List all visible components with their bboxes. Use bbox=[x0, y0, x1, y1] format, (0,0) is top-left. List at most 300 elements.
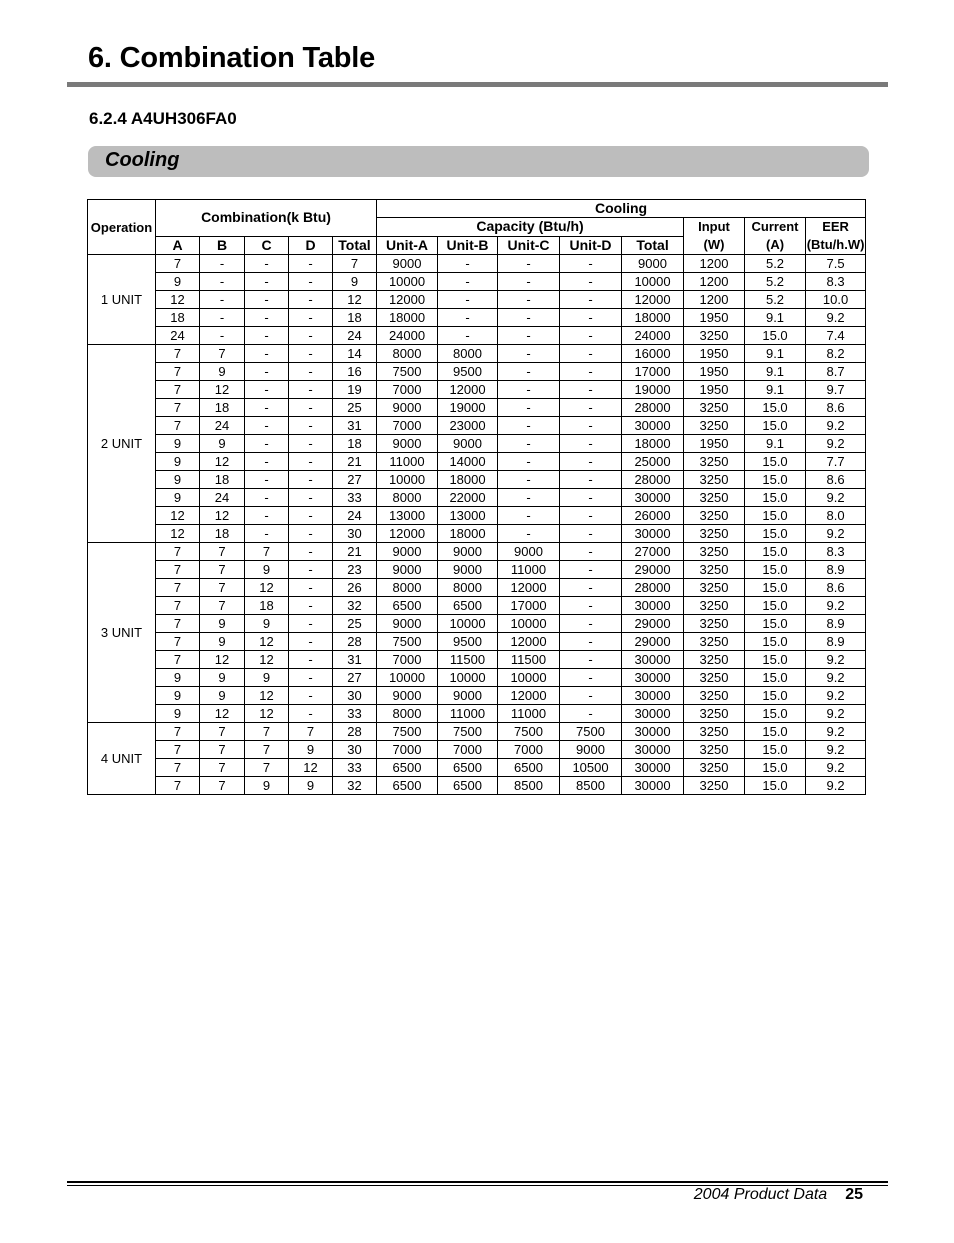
table-cell: - bbox=[560, 615, 622, 633]
table-cell: - bbox=[498, 363, 560, 381]
table-cell: 7 bbox=[200, 543, 245, 561]
table-row bbox=[88, 309, 866, 327]
table-cell: 7 bbox=[245, 741, 289, 759]
table-cell: 18000 bbox=[622, 435, 684, 453]
table-cell: 9 bbox=[200, 669, 245, 687]
table-cell: 1950 bbox=[684, 381, 745, 399]
table-cell: 24 bbox=[333, 507, 377, 525]
table-cell: 3250 bbox=[684, 687, 745, 705]
table-cell: 21 bbox=[333, 453, 377, 471]
table-cell: - bbox=[498, 525, 560, 543]
table-cell: 11000 bbox=[438, 705, 498, 723]
table-cell: 33 bbox=[333, 489, 377, 507]
table-cell: 3250 bbox=[684, 417, 745, 435]
table-row bbox=[88, 759, 866, 777]
table-cell: 30000 bbox=[622, 723, 684, 741]
cooling-band bbox=[88, 146, 869, 177]
table-cell: 9 bbox=[200, 615, 245, 633]
table-cell: - bbox=[560, 705, 622, 723]
table-cell: 5.2 bbox=[745, 273, 806, 291]
table-cell: 3250 bbox=[684, 723, 745, 741]
title-rule bbox=[67, 82, 888, 87]
table-cell: 9.2 bbox=[806, 435, 866, 453]
table-cell: - bbox=[560, 489, 622, 507]
table-cell: 7500 bbox=[377, 723, 438, 741]
table-row bbox=[88, 543, 866, 561]
table-cell: - bbox=[245, 525, 289, 543]
table-cell: - bbox=[560, 651, 622, 669]
input-header-unit: (W) bbox=[703, 237, 725, 252]
table-cell: - bbox=[289, 669, 333, 687]
table-row bbox=[88, 561, 866, 579]
table-cell: - bbox=[245, 309, 289, 327]
table-cell: - bbox=[289, 381, 333, 399]
table-row bbox=[88, 507, 866, 525]
table-row bbox=[88, 417, 866, 435]
table-cell: 30000 bbox=[622, 687, 684, 705]
table-cell: 27 bbox=[333, 471, 377, 489]
table-cell: 3250 bbox=[684, 633, 745, 651]
table-cell: - bbox=[245, 255, 289, 273]
operation-group-label: 3 UNIT bbox=[88, 543, 156, 723]
table-cell: 9000 bbox=[498, 543, 560, 561]
table-cell: 25 bbox=[333, 615, 377, 633]
table-cell: 12 bbox=[156, 525, 200, 543]
table-cell: 9 bbox=[333, 273, 377, 291]
table-cell: 7500 bbox=[560, 723, 622, 741]
table-cell: - bbox=[245, 435, 289, 453]
table-cell: 1950 bbox=[684, 435, 745, 453]
table-cell: 9 bbox=[289, 741, 333, 759]
table-cell: 7 bbox=[245, 723, 289, 741]
table-cell: 12000 bbox=[377, 525, 438, 543]
table-cell: - bbox=[560, 453, 622, 471]
table-cell: 7 bbox=[156, 399, 200, 417]
header-row-1 bbox=[88, 200, 866, 218]
table-cell: 15.0 bbox=[745, 543, 806, 561]
table-cell: 6500 bbox=[438, 597, 498, 615]
table-cell: - bbox=[200, 291, 245, 309]
operation-group-label: 4 UNIT bbox=[88, 723, 156, 795]
table-cell: 8.9 bbox=[806, 615, 866, 633]
col-header-c: C bbox=[245, 236, 289, 255]
table-cell: 5.2 bbox=[745, 255, 806, 273]
table-cell: 24 bbox=[200, 417, 245, 435]
table-cell: 24 bbox=[156, 327, 200, 345]
table-cell: 3250 bbox=[684, 327, 745, 345]
table-cell: 12000 bbox=[498, 687, 560, 705]
table-cell: - bbox=[289, 291, 333, 309]
table-cell: - bbox=[289, 615, 333, 633]
table-cell: 10000 bbox=[498, 615, 560, 633]
table-cell: - bbox=[560, 507, 622, 525]
table-cell: - bbox=[289, 435, 333, 453]
table-cell: 9 bbox=[156, 705, 200, 723]
table-cell: - bbox=[438, 291, 498, 309]
table-cell: 18 bbox=[156, 309, 200, 327]
table-cell: - bbox=[560, 291, 622, 309]
table-cell: 12 bbox=[156, 507, 200, 525]
table-cell: 7 bbox=[156, 723, 200, 741]
table-cell: 7 bbox=[200, 579, 245, 597]
table-cell: 12000 bbox=[377, 291, 438, 309]
table-cell: 10000 bbox=[438, 615, 498, 633]
table-cell: 9.2 bbox=[806, 597, 866, 615]
table-row bbox=[88, 669, 866, 687]
table-cell: 32 bbox=[333, 777, 377, 795]
table-cell: - bbox=[560, 633, 622, 651]
table-cell: 11500 bbox=[438, 651, 498, 669]
table-cell: 6500 bbox=[438, 777, 498, 795]
table-cell: 3250 bbox=[684, 525, 745, 543]
table-cell: 7000 bbox=[377, 741, 438, 759]
table-cell: 10000 bbox=[377, 669, 438, 687]
col-header-d: D bbox=[289, 236, 333, 255]
table-cell: 11500 bbox=[498, 651, 560, 669]
table-cell: 24 bbox=[333, 327, 377, 345]
table-cell: 12 bbox=[245, 651, 289, 669]
table-cell: 15.0 bbox=[745, 525, 806, 543]
table-cell: 30000 bbox=[622, 741, 684, 759]
table-cell: - bbox=[289, 273, 333, 291]
section-heading: 6.2.4 A4UH306FA0 bbox=[89, 109, 237, 128]
table-cell: 3250 bbox=[684, 507, 745, 525]
table-row bbox=[88, 291, 866, 309]
table-cell: - bbox=[560, 399, 622, 417]
table-cell: 1950 bbox=[684, 345, 745, 363]
table-cell: 1200 bbox=[684, 291, 745, 309]
table-cell: 8000 bbox=[438, 579, 498, 597]
table-row bbox=[88, 399, 866, 417]
table-cell: 7.7 bbox=[806, 453, 866, 471]
table-cell: 12 bbox=[289, 759, 333, 777]
table-cell: 30000 bbox=[622, 705, 684, 723]
table-cell: 12000 bbox=[498, 579, 560, 597]
table-cell: 7500 bbox=[377, 363, 438, 381]
current-header-label: Current bbox=[751, 219, 799, 234]
table-row bbox=[88, 273, 866, 291]
table-cell: 6500 bbox=[438, 759, 498, 777]
table-cell: 26 bbox=[333, 579, 377, 597]
table-cell: 9000 bbox=[438, 543, 498, 561]
table-cell: 10000 bbox=[498, 669, 560, 687]
table-cell: - bbox=[498, 453, 560, 471]
table-cell: 9000 bbox=[438, 687, 498, 705]
table-cell: 18000 bbox=[438, 525, 498, 543]
table-cell: 6500 bbox=[498, 759, 560, 777]
table-cell: 18 bbox=[245, 597, 289, 615]
table-cell: - bbox=[438, 255, 498, 273]
table-cell: - bbox=[245, 291, 289, 309]
table-cell: - bbox=[245, 489, 289, 507]
table-cell: 12 bbox=[245, 687, 289, 705]
table-cell: - bbox=[289, 309, 333, 327]
table-cell: 12000 bbox=[438, 381, 498, 399]
table-cell: 17000 bbox=[622, 363, 684, 381]
table-cell: 1950 bbox=[684, 309, 745, 327]
table-cell: 13000 bbox=[438, 507, 498, 525]
table-cell: 28 bbox=[333, 633, 377, 651]
table-cell: 9 bbox=[245, 777, 289, 795]
table-cell: 3250 bbox=[684, 471, 745, 489]
table-cell: - bbox=[498, 273, 560, 291]
table-cell: 18 bbox=[333, 309, 377, 327]
table-cell: 17000 bbox=[498, 597, 560, 615]
table-cell: 1950 bbox=[684, 363, 745, 381]
table-cell: - bbox=[289, 561, 333, 579]
table-cell: - bbox=[289, 705, 333, 723]
table-cell: 7 bbox=[245, 759, 289, 777]
table-cell: 12 bbox=[245, 633, 289, 651]
col-header-a: A bbox=[156, 236, 200, 255]
table-cell: 9.1 bbox=[745, 435, 806, 453]
table-cell: 24000 bbox=[377, 327, 438, 345]
table-cell: 9000 bbox=[560, 741, 622, 759]
table-cell: 12 bbox=[200, 453, 245, 471]
table-cell: 28000 bbox=[622, 579, 684, 597]
table-cell: - bbox=[560, 327, 622, 345]
col-header-unit-c: Unit-C bbox=[498, 236, 560, 255]
table-row bbox=[88, 579, 866, 597]
table-cell: 9.1 bbox=[745, 345, 806, 363]
table-row bbox=[88, 741, 866, 759]
table-cell: 7 bbox=[156, 255, 200, 273]
table-cell: 12 bbox=[333, 291, 377, 309]
table-cell: 10500 bbox=[560, 759, 622, 777]
table-cell: - bbox=[245, 399, 289, 417]
table-cell: 31 bbox=[333, 651, 377, 669]
table-cell: - bbox=[560, 561, 622, 579]
table-cell: 15.0 bbox=[745, 471, 806, 489]
table-cell: - bbox=[560, 597, 622, 615]
table-cell: 3250 bbox=[684, 579, 745, 597]
table-cell: 10000 bbox=[377, 471, 438, 489]
input-header-label: Input bbox=[698, 219, 730, 234]
table-cell: 15.0 bbox=[745, 741, 806, 759]
table-cell: - bbox=[498, 291, 560, 309]
table-cell: 28000 bbox=[622, 399, 684, 417]
table-cell: 9000 bbox=[377, 615, 438, 633]
table-cell: 7 bbox=[200, 597, 245, 615]
table-cell: 6500 bbox=[377, 777, 438, 795]
cooling-header: Cooling bbox=[377, 200, 866, 218]
table-cell: 19000 bbox=[438, 399, 498, 417]
table-cell: 8.6 bbox=[806, 399, 866, 417]
table-row bbox=[88, 597, 866, 615]
table-cell: 9 bbox=[245, 615, 289, 633]
table-cell: 28 bbox=[333, 723, 377, 741]
table-cell: - bbox=[289, 651, 333, 669]
table-cell: 15.0 bbox=[745, 597, 806, 615]
table-cell: 9 bbox=[200, 687, 245, 705]
table-cell: 18 bbox=[200, 525, 245, 543]
table-cell: - bbox=[498, 381, 560, 399]
table-cell: 30000 bbox=[622, 777, 684, 795]
table-cell: - bbox=[245, 417, 289, 435]
table-cell: 9 bbox=[156, 489, 200, 507]
table-cell: 9000 bbox=[438, 435, 498, 453]
table-cell: 7 bbox=[245, 543, 289, 561]
table-cell: 8500 bbox=[498, 777, 560, 795]
table-row bbox=[88, 777, 866, 795]
table-cell: 7 bbox=[200, 561, 245, 579]
table-cell: 3250 bbox=[684, 597, 745, 615]
table-cell: 8000 bbox=[377, 345, 438, 363]
table-cell: - bbox=[289, 507, 333, 525]
table-cell: 7 bbox=[200, 345, 245, 363]
table-cell: 8000 bbox=[377, 705, 438, 723]
table-cell: 9.2 bbox=[806, 669, 866, 687]
table-cell: - bbox=[498, 399, 560, 417]
table-cell: 7 bbox=[156, 561, 200, 579]
table-cell: 7.5 bbox=[806, 255, 866, 273]
table-cell: 8000 bbox=[438, 345, 498, 363]
table-cell: 12 bbox=[200, 381, 245, 399]
combination-table bbox=[87, 199, 866, 795]
table-cell: 9.1 bbox=[745, 363, 806, 381]
table-cell: 30 bbox=[333, 741, 377, 759]
operation-group-label: 1 UNIT bbox=[88, 255, 156, 345]
table-cell: 3250 bbox=[684, 399, 745, 417]
table-row bbox=[88, 471, 866, 489]
table-cell: 7 bbox=[156, 633, 200, 651]
table-cell: - bbox=[289, 489, 333, 507]
table-cell: 29000 bbox=[622, 615, 684, 633]
table-cell: 9.2 bbox=[806, 417, 866, 435]
table-cell: 8000 bbox=[377, 489, 438, 507]
table-cell: 8.2 bbox=[806, 345, 866, 363]
table-cell: - bbox=[200, 309, 245, 327]
table-cell: 9 bbox=[289, 777, 333, 795]
table-cell: 12 bbox=[245, 705, 289, 723]
table-cell: 22000 bbox=[438, 489, 498, 507]
table-cell: 31 bbox=[333, 417, 377, 435]
table-cell: 15.0 bbox=[745, 489, 806, 507]
input-header bbox=[684, 218, 745, 255]
table-cell: 8.7 bbox=[806, 363, 866, 381]
table-cell: 27000 bbox=[622, 543, 684, 561]
table-cell: 15.0 bbox=[745, 561, 806, 579]
table-cell: 15.0 bbox=[745, 579, 806, 597]
table-cell: - bbox=[560, 381, 622, 399]
table-row bbox=[88, 651, 866, 669]
table-cell: 7 bbox=[156, 615, 200, 633]
table-cell: - bbox=[560, 579, 622, 597]
table-cell: 10.0 bbox=[806, 291, 866, 309]
table-cell: 3250 bbox=[684, 489, 745, 507]
table-cell: - bbox=[289, 399, 333, 417]
table-cell: 3250 bbox=[684, 741, 745, 759]
eer-header-label: EER bbox=[822, 219, 849, 234]
operation-group-label: 2 UNIT bbox=[88, 345, 156, 543]
table-cell: - bbox=[560, 273, 622, 291]
table-cell: 9000 bbox=[622, 255, 684, 273]
table-cell: 23000 bbox=[438, 417, 498, 435]
table-cell: 9 bbox=[156, 687, 200, 705]
table-cell: 7 bbox=[333, 255, 377, 273]
table-cell: - bbox=[245, 507, 289, 525]
table-cell: 9000 bbox=[377, 561, 438, 579]
table-cell: - bbox=[245, 273, 289, 291]
table-row bbox=[88, 489, 866, 507]
table-cell: 30000 bbox=[622, 489, 684, 507]
table-cell: 7000 bbox=[438, 741, 498, 759]
table-cell: - bbox=[289, 633, 333, 651]
table-cell: 29000 bbox=[622, 561, 684, 579]
table-cell: 11000 bbox=[377, 453, 438, 471]
table-cell: - bbox=[438, 273, 498, 291]
table-cell: - bbox=[560, 345, 622, 363]
table-cell: 12 bbox=[200, 705, 245, 723]
table-cell: 30000 bbox=[622, 669, 684, 687]
table-cell: 7 bbox=[156, 417, 200, 435]
table-cell: - bbox=[289, 345, 333, 363]
table-cell: 9500 bbox=[438, 633, 498, 651]
table-cell: 9.2 bbox=[806, 777, 866, 795]
table-cell: 7 bbox=[156, 543, 200, 561]
table-cell: 6500 bbox=[377, 759, 438, 777]
table-cell: 30000 bbox=[622, 759, 684, 777]
table-cell: 24 bbox=[200, 489, 245, 507]
table-cell: 7000 bbox=[377, 651, 438, 669]
table-cell: - bbox=[289, 327, 333, 345]
eer-header bbox=[806, 218, 866, 255]
table-cell: 9.2 bbox=[806, 741, 866, 759]
table-cell: 12 bbox=[200, 651, 245, 669]
table-cell: 9 bbox=[245, 669, 289, 687]
page-title: 6. Combination Table bbox=[88, 42, 376, 74]
footer-rule bbox=[67, 1181, 888, 1183]
table-cell: 7 bbox=[156, 381, 200, 399]
table-cell: - bbox=[289, 579, 333, 597]
table-cell: 9.2 bbox=[806, 705, 866, 723]
table-cell: 12 bbox=[200, 507, 245, 525]
table-cell: - bbox=[560, 543, 622, 561]
table-cell: 9 bbox=[156, 669, 200, 687]
table-cell: 3250 bbox=[684, 669, 745, 687]
table-cell: 18000 bbox=[622, 309, 684, 327]
table-row bbox=[88, 363, 866, 381]
table-cell: - bbox=[560, 363, 622, 381]
table-cell: 9000 bbox=[377, 399, 438, 417]
table-cell: 9000 bbox=[377, 543, 438, 561]
table-cell: - bbox=[498, 435, 560, 453]
table-cell: 7 bbox=[156, 597, 200, 615]
table-cell: 12000 bbox=[498, 633, 560, 651]
table-cell: 10000 bbox=[622, 273, 684, 291]
table-cell: 9.7 bbox=[806, 381, 866, 399]
table-cell: 3250 bbox=[684, 705, 745, 723]
table-cell: 1200 bbox=[684, 273, 745, 291]
table-cell: 9.2 bbox=[806, 651, 866, 669]
col-header-b: B bbox=[200, 236, 245, 255]
table-cell: 30000 bbox=[622, 651, 684, 669]
table-cell: 9000 bbox=[377, 255, 438, 273]
table-cell: 11000 bbox=[498, 705, 560, 723]
table-cell: - bbox=[498, 309, 560, 327]
table-cell: 12 bbox=[156, 291, 200, 309]
table-cell: - bbox=[498, 255, 560, 273]
table-cell: 18 bbox=[333, 435, 377, 453]
table-cell: 7 bbox=[156, 345, 200, 363]
table-cell: 9.2 bbox=[806, 489, 866, 507]
table-cell: 7500 bbox=[438, 723, 498, 741]
table-cell: 15.0 bbox=[745, 507, 806, 525]
table-cell: 9.2 bbox=[806, 309, 866, 327]
table-cell: - bbox=[438, 327, 498, 345]
capacity-header: Capacity (Btu/h) bbox=[377, 218, 684, 237]
table-cell: - bbox=[245, 453, 289, 471]
